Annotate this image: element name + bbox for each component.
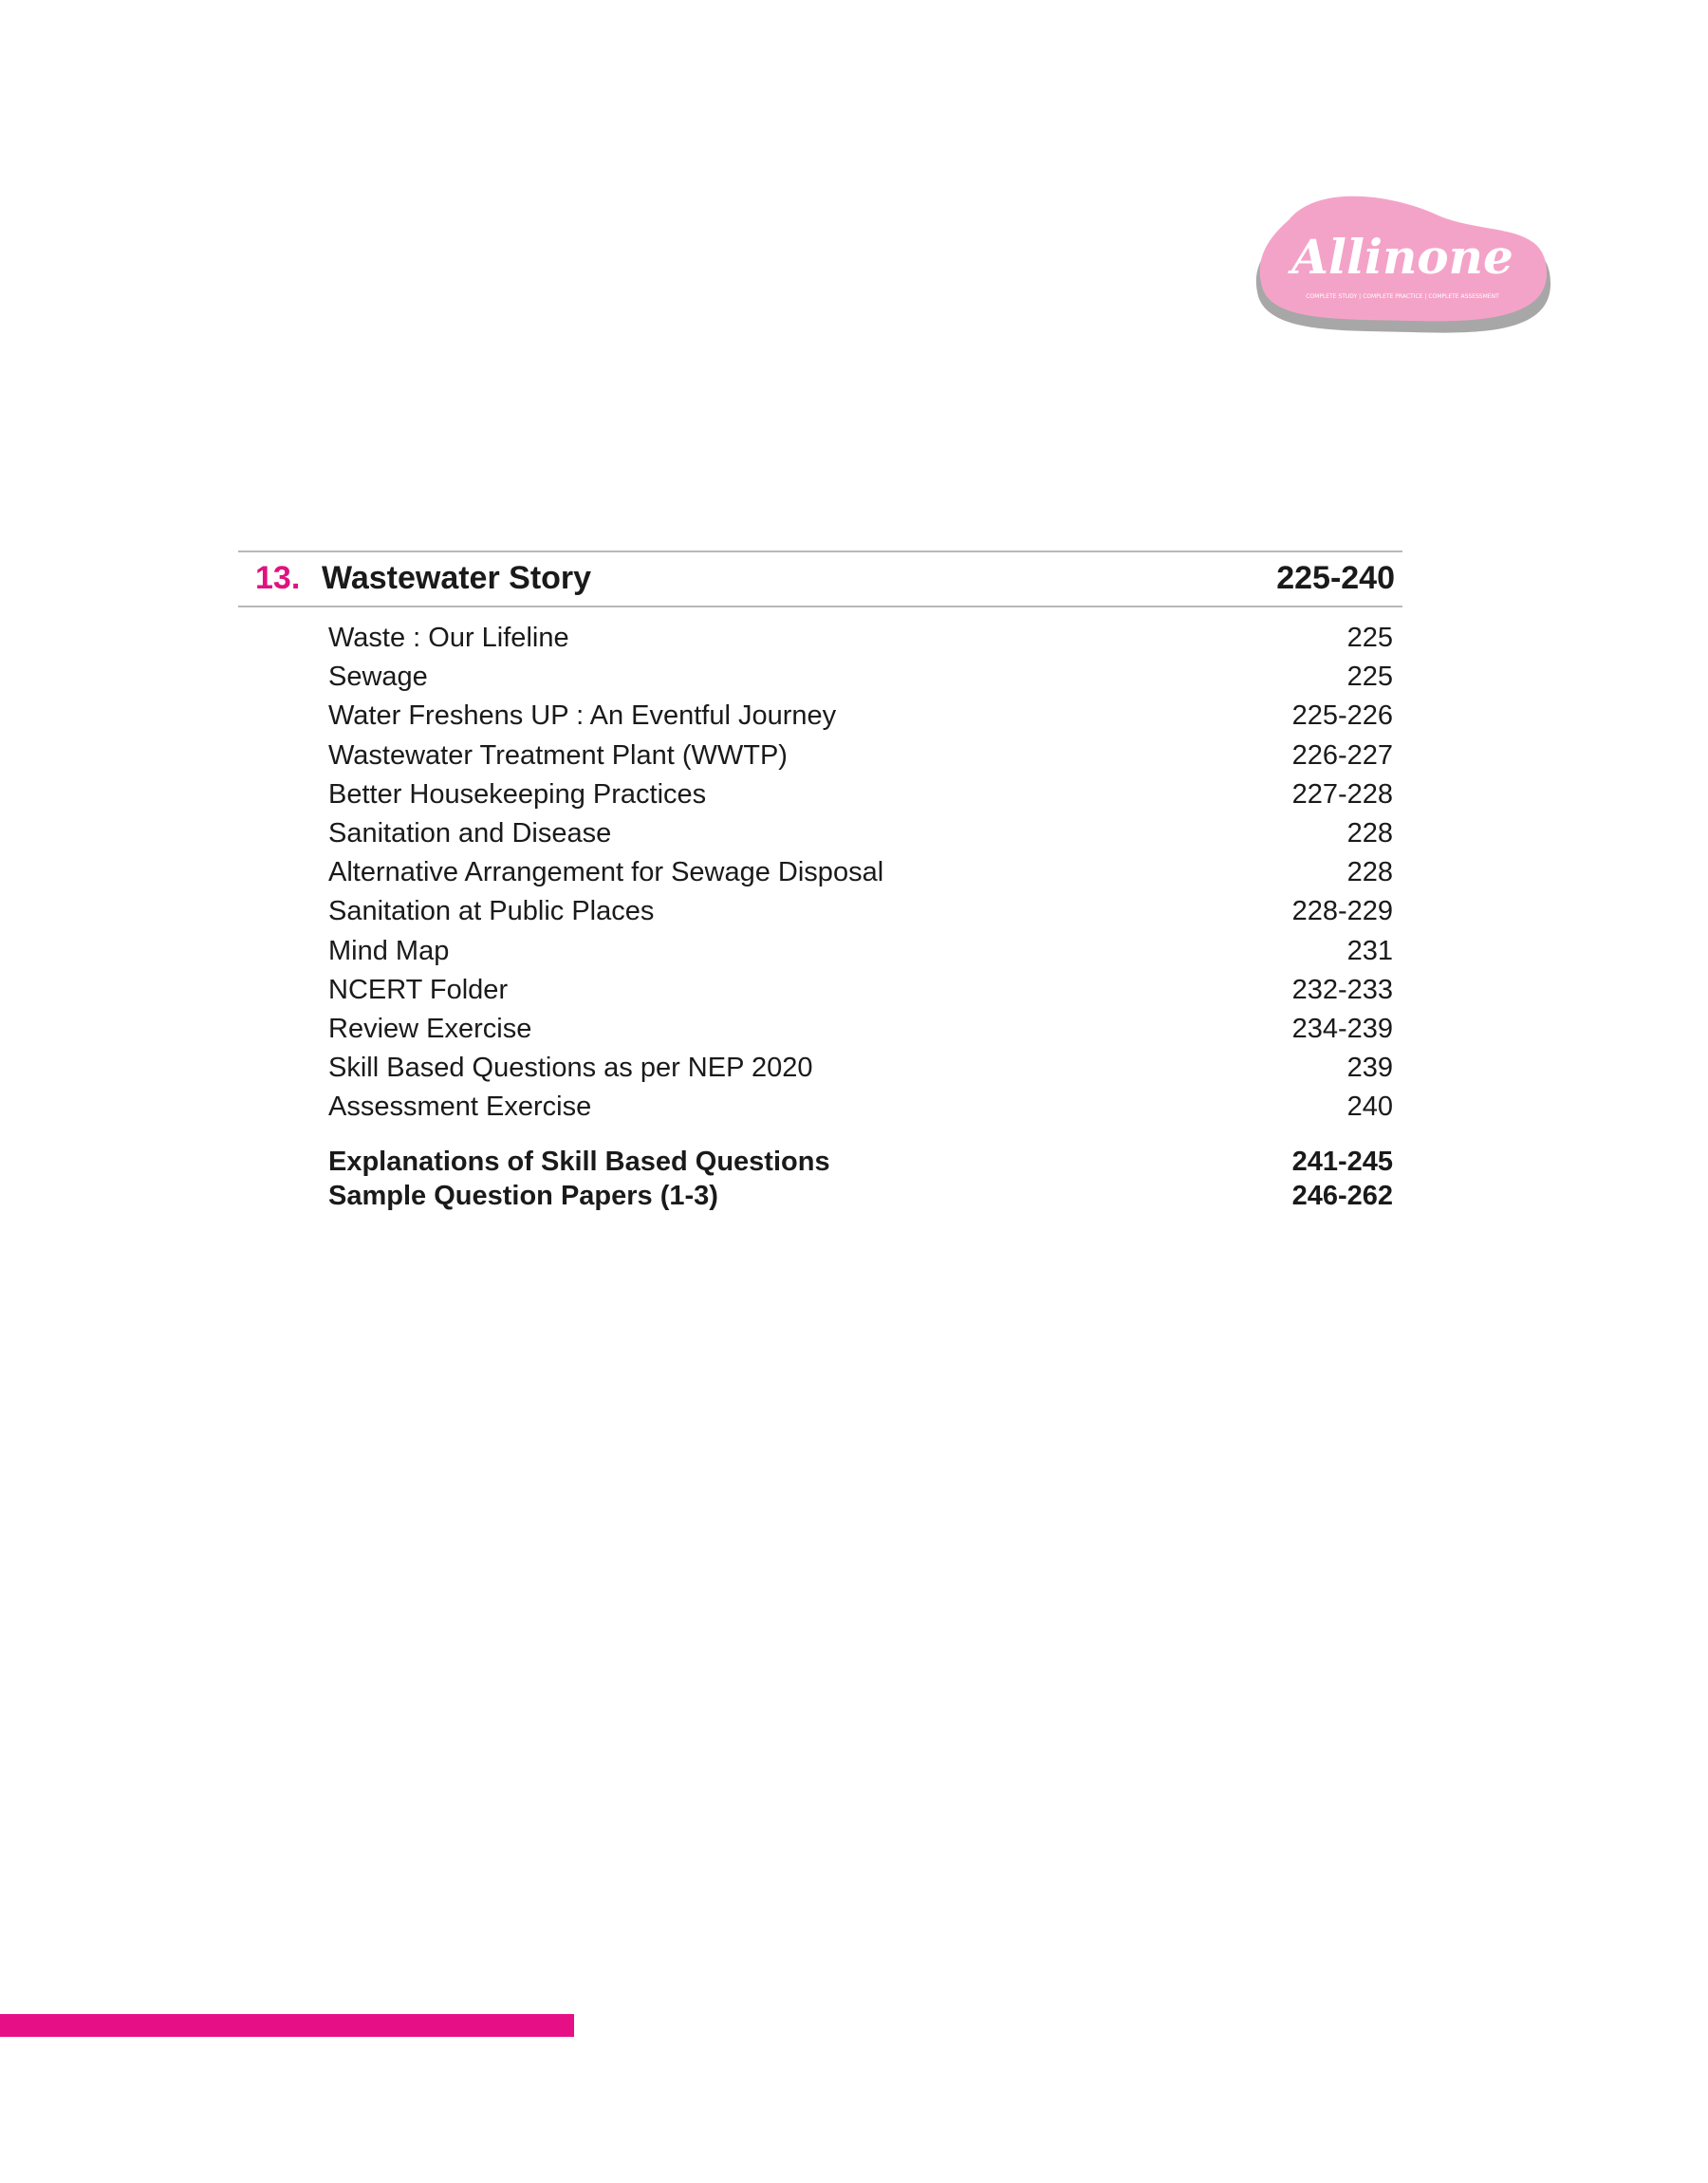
logo-tagline: COMPLETE STUDY | COMPLETE PRACTICE | COMPLETE ASSESSMENT bbox=[1306, 293, 1499, 300]
chapter-title: Wastewater Story bbox=[322, 560, 592, 596]
chapter-number: 13. bbox=[255, 560, 301, 596]
toc-entry-pages: 228 bbox=[1346, 857, 1393, 888]
toc-entry[interactable] bbox=[328, 1088, 1393, 1127]
toc-entry-pages: 225 bbox=[1346, 623, 1393, 654]
toc-entry-label: Assessment Exercise bbox=[328, 1092, 592, 1123]
toc-entry-pages: 225-226 bbox=[1291, 700, 1393, 732]
toc-entry-label: Sanitation and Disease bbox=[328, 818, 612, 849]
toc-entry[interactable] bbox=[328, 892, 1393, 931]
toc-entry-label: Sewage bbox=[328, 662, 428, 693]
toc-entry-pages: 239 bbox=[1346, 1053, 1393, 1084]
toc-entry[interactable] bbox=[328, 1010, 1393, 1049]
chapter-header bbox=[238, 550, 1402, 607]
toc-entry-pages: 228-229 bbox=[1291, 896, 1393, 927]
extras-list bbox=[328, 1145, 1393, 1213]
logo-wordmark: Allinone bbox=[1291, 229, 1513, 285]
toc-entry-pages: 227-228 bbox=[1291, 778, 1393, 810]
toc-entry-label: Wastewater Treatment Plant (WWTP) bbox=[328, 739, 788, 771]
toc-entry-label: Skill Based Questions as per NEP 2020 bbox=[328, 1053, 813, 1084]
toc-extra-label: Explanations of Skill Based Questions bbox=[328, 1146, 830, 1177]
footer-accent-bar bbox=[0, 2014, 574, 2037]
toc-entry-label: Mind Map bbox=[328, 935, 450, 966]
toc-entry[interactable] bbox=[328, 658, 1393, 697]
toc-entry-pages: 234-239 bbox=[1291, 1013, 1393, 1044]
toc-entry-label: Better Housekeeping Practices bbox=[328, 778, 707, 810]
toc-entry[interactable] bbox=[328, 697, 1393, 736]
toc-extra-pages: 241-245 bbox=[1291, 1146, 1393, 1177]
toc-extra-entry[interactable] bbox=[328, 1145, 1393, 1179]
toc-extra-entry[interactable] bbox=[328, 1179, 1393, 1213]
toc-entry-label: Sanitation at Public Places bbox=[328, 896, 655, 927]
toc-entry-pages: 232-233 bbox=[1291, 974, 1393, 1005]
topic-list bbox=[328, 619, 1393, 1127]
toc-extra-label: Sample Question Papers (1-3) bbox=[328, 1180, 718, 1211]
toc-entry[interactable] bbox=[328, 1049, 1393, 1088]
toc-entry-pages: 228 bbox=[1346, 818, 1393, 849]
chapter-page-range: 225-240 bbox=[1276, 560, 1395, 596]
toc-entry-label: Water Freshens UP : An Eventful Journey bbox=[328, 700, 837, 732]
toc-entry[interactable] bbox=[328, 932, 1393, 971]
toc-entry-label: Review Exercise bbox=[328, 1013, 532, 1044]
all-in-one-logo bbox=[1251, 186, 1552, 336]
toc-entry[interactable] bbox=[328, 775, 1393, 814]
toc-entry-label: Alternative Arrangement for Sewage Disposal bbox=[328, 857, 884, 888]
toc-extra-pages: 246-262 bbox=[1291, 1180, 1393, 1211]
toc-entry-pages: 226-227 bbox=[1291, 739, 1393, 771]
toc-entry-pages: 225 bbox=[1346, 662, 1393, 693]
toc-entry-label: NCERT Folder bbox=[328, 974, 509, 1005]
toc-entry[interactable] bbox=[328, 619, 1393, 658]
toc-entry-label: Waste : Our Lifeline bbox=[328, 623, 569, 654]
toc-entry-pages: 240 bbox=[1346, 1092, 1393, 1123]
toc-entry[interactable] bbox=[328, 853, 1393, 892]
toc-entry[interactable] bbox=[328, 737, 1393, 775]
toc-entry-pages: 231 bbox=[1346, 935, 1393, 966]
toc-entry[interactable] bbox=[328, 971, 1393, 1010]
toc-entry[interactable] bbox=[328, 814, 1393, 853]
